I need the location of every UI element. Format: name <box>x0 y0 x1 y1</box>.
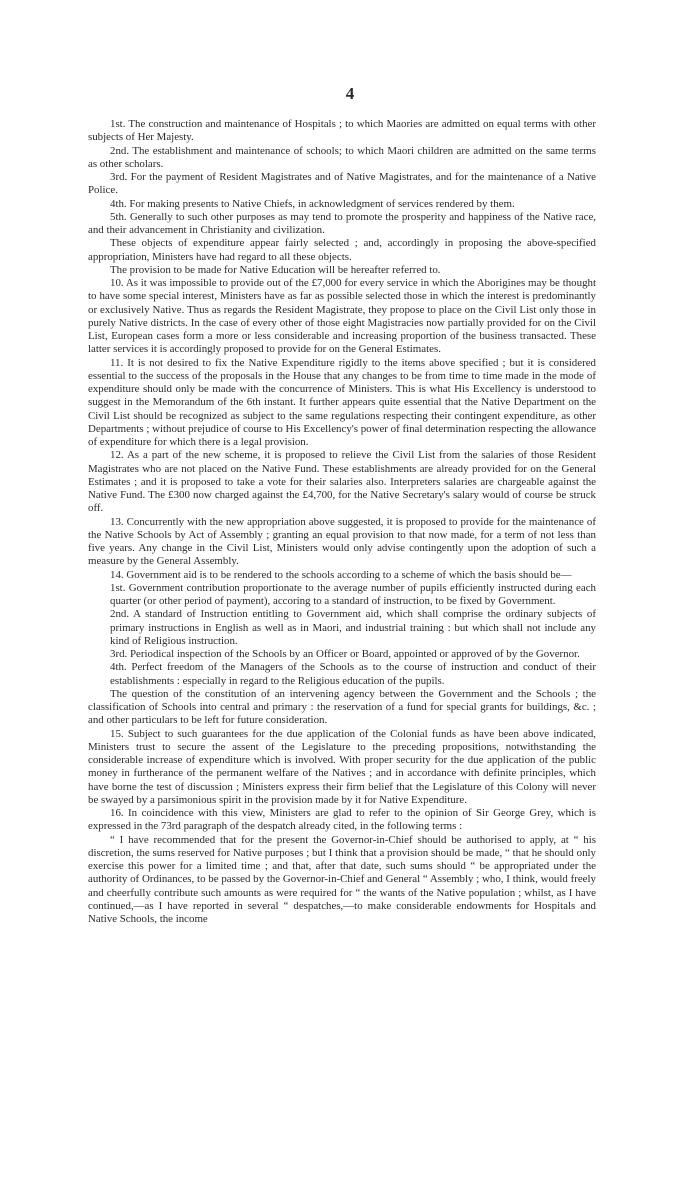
paragraph: 2nd. A standard of Instruction entitling to Government aid, which shall comprise the ordinary subjects of primary instructions in English as well as in Maori, and industrial training : but which shall not include any kind of Religious instruction. <box>110 608 596 647</box>
paragraph: 4th. Perfect freedom of the Managers of the Schools as to the course of instruction and conduct of their establishments : especially in regard to the Religious education of the pupils. <box>110 661 596 687</box>
paragraph: 1st. Government contribution proportionate to the average number of pupils efficiently instructed during each quarter (or other period of payment), accoring to a standard of instruction, to be fixed by Government. <box>110 581 596 607</box>
paragraph: 11. It is not desired to fix the Native Expenditure rigidly to the items above specified ; but it is considered essential to the success of the proposals in the House that any changes to be from time to time made in the mode of expenditure should only be made with the concurrence of Ministers. This is what His Excellency is understood to suggest in the Memorandum of the 6th instant. It further appears quite essential that the Native Department on the Civil List should be recognized as subject to the same regulations respecting their contingent expenditure, as other Departments ; without prejudice of course to His Excellency's power of final determination respecting the allowance of expenditure for which there is a legal provision. <box>88 356 596 448</box>
paragraph: 12. As a part of the new scheme, it is proposed to relieve the Civil List from the salaries of those Resident Magistrates who are not placed on the Native Fund. These establishments are already provided for on the General Estimates ; and it is proposed to take a vote for their salaries also. Interpreters salaries are chargeable against the Native Fund. The £300 now charged against the £4,700, for the Native Secretary's salary would of course be struck off. <box>88 449 596 515</box>
paragraph: 4th. For making presents to Native Chiefs, in acknowledgment of services rendered by them. <box>110 197 515 210</box>
paragraph: “ I have recommended that for the present the Governor-in-Chief should be authorised to apply, at “ his discretion, the sums reserved for Native purposes ; but I think that a provision should be made, “ that he should only exercise this power for a limited time ; and that, after that date, such sums should “ be appropriated under the authority of Ordinances, to be passed by the Governor-in-Chief and General “ Assembly ; who, I think, would freely and cheerfully contribute such amounts as were required for “ the wants of the Native population ; whilst, as I have continued,—as I have reported in several “ despatches,—to make considerable endowments for Hospitals and Native Schools, the income <box>88 833 596 925</box>
paragraph: 1st. The construction and maintenance of Hospitals ; to which Maories are admitted on equal terms with other subjects of Her Majesty. <box>88 118 596 144</box>
paragraph: 2nd. The establishment and maintenance of schools; to which Maori children are admitted on the same terms as other scholars. <box>88 144 596 170</box>
paragraph: The question of the constitution of an intervening agency between the Government and the Schools ; the classification of Schools into central and primary : the reservation of a fund for special grants for buildings, &c. ; and other particulars to be left for future consideration. <box>88 687 596 727</box>
paragraph: 10. As it was impossible to provide out of the £7,000 for every service in which the Aborigines may be thought to have some special interest, Ministers have as far as possible selected those in which the interest is predominantly or exclusively Native. Thus as regards the Resident Magistrate, they propose to place on the Civil List only those in purely Native districts. In the case of every other of those eight Magistracies now partially provided for on the Civil List, European cases form a more or less considerable and increasing proportion of the business transacted. These latter services it is accordingly proposed to provide for on the General Estimates. <box>88 277 596 356</box>
paragraph: 3rd. Periodical inspection of the Schools by an Officer or Board, appointed or approved of by the Governor. <box>110 648 580 660</box>
page-number: 4 <box>345 84 355 103</box>
paragraph: The provision to be made for Native Education will be hereafter referred to. <box>110 263 441 276</box>
paragraph: 15. Subject to such guarantees for the due application of the Colonial funds as have been above indicated, Ministers trust to secure the assent of the Legislature to the preceding propositions, notwithstanding the considerable increase of expenditure which is involved. With proper security for the due application of the public money in furtherance of the permanent welfare of the Natives ; and in accordance with definite principles, which have borne the test of discussion ; Ministers express their firm belief that the Legislature of this Colony will never be swayed by a parsimonious spirit in the provision made by it for Native Expenditure. <box>88 727 596 806</box>
document-body <box>88 118 596 926</box>
paragraph: 14. Government aid is to be rendered to the schools according to a scheme of which the basis should be— <box>110 568 572 581</box>
paragraph: 3rd. For the payment of Resident Magistrates and of Native Magistrates, and for the maintenance of a Native Police. <box>88 171 596 197</box>
paragraph: 5th. Generally to such other purposes as may tend to promote the prosperity and happiness of the Native race, and their advancement in Christianity and civilization. <box>88 210 596 236</box>
paragraph: 13. Concurrently with the new appropriation above suggested, it is proposed to provide for the maintenance of the Native Schools by Act of Assembly ; granting an equal provision to that now made, for a term of not less than five years. Any change in the Civil List, Ministers would only advise contingently upon the adoption of such a measure by the General Assembly. <box>88 515 596 568</box>
paragraph: 16. In coincidence with this view, Ministers are glad to refer to the opinion of Sir George Grey, which is expressed in the 73rd paragraph of the despatch already cited, in the following terms : <box>88 807 596 833</box>
paragraph: These objects of expenditure appear fairly selected ; and, accordingly in proposing the above-specified appropriation, Ministers have had regard to all these objects. <box>88 237 596 263</box>
